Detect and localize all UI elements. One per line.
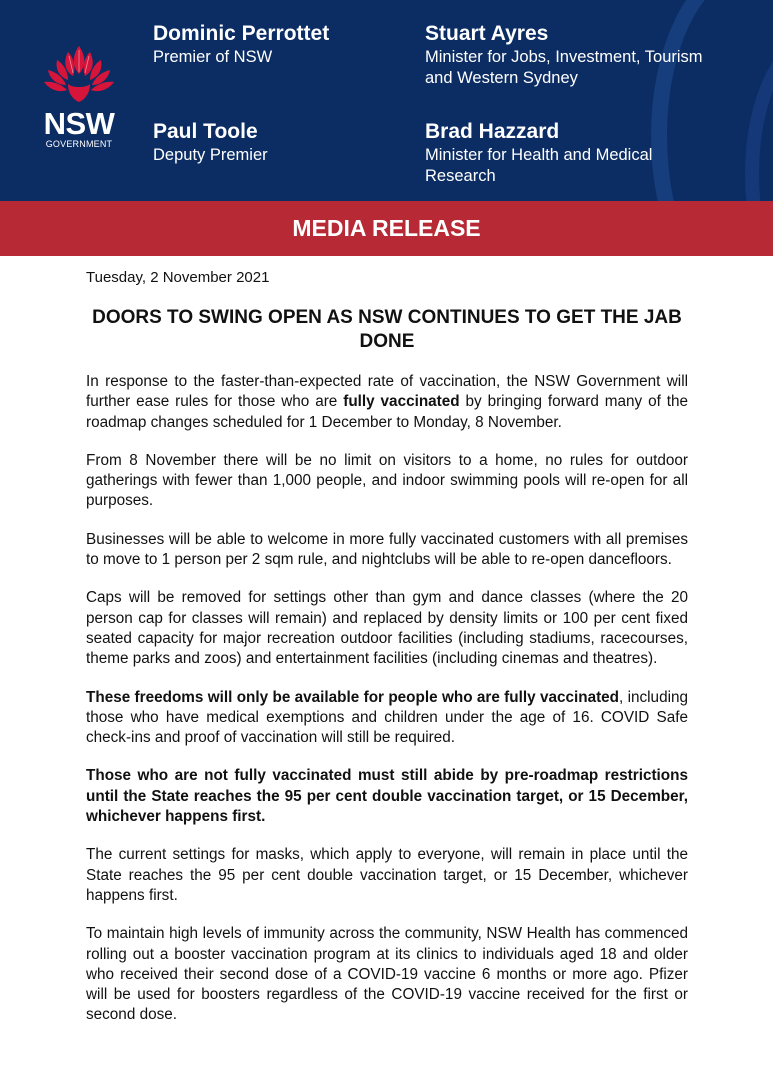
- minister-name: Dominic Perrottet: [153, 22, 330, 45]
- paragraph-text: , including those who have medical exemptions and children under the age of 16. COVID Safe check-ins and proof of vaccination will still be required.: [86, 688, 688, 747]
- minister-role: Deputy Premier: [153, 146, 268, 164]
- paragraph: To maintain high levels of immunity across the community, NSW Health has commenced rolling out a booster vaccination program at its clinics to individuals aged 18 and older who received their second dose of a COVID-19 vaccine 6 months or more ago. Pfizer will be used for boosters regardless of the COVID-19 vaccine received for the first or second dose.: [86, 925, 688, 1024]
- paragraph-bold: Those who are not fully vaccinated must still abide by pre-roadmap restrictions until the State reaches the 95 per cent double vaccination target, or 15 December, whichever happens first.: [86, 767, 688, 826]
- minister-role: Minister for Jobs, Investment, Tourism and Western Sydney: [425, 48, 703, 87]
- paragraph: The current settings for masks, which apply to everyone, will remain in place until the State reaches the 95 per cent double vaccination target, or 15 December, whichever happens first.: [86, 846, 688, 904]
- minister-jobs: [425, 21, 725, 89]
- logo-subtitle: GOVERNMENT: [45, 139, 113, 149]
- release-body: [86, 268, 688, 1044]
- paragraph: From 8 November there will be no limit on visitors to a home, no rules for outdoor gatherings with fewer than 1,000 people, and indoor swimming pools will re-open for all purposes.: [86, 451, 688, 510]
- release-date: Tuesday, 2 November 2021: [86, 269, 270, 286]
- minister-role: Premier of NSW: [153, 48, 273, 66]
- minister-premier: [153, 21, 393, 68]
- minister-health: [425, 119, 725, 187]
- logo-wordmark: NSW: [43, 106, 115, 141]
- minister-name: Brad Hazzard: [425, 120, 560, 143]
- paragraph: Businesses will be able to welcome in more fully vaccinated customers with all premises to move to 1 person per 2 sqm rule, and nightclubs will be able to re-open dancefloors.: [86, 530, 688, 569]
- paragraph-text: In response to the faster-than-expected rate of vaccination, the NSW Government will further ease rules for those who are: [86, 373, 688, 411]
- paragraph-emphasis: These freedoms will only be available for people who are fully vaccinated: [86, 688, 620, 706]
- paragraph-text: by bringing forward many of the roadmap changes scheduled for 1 December to Monday, 8 November.: [86, 393, 688, 431]
- minister-deputy-premier: [153, 119, 393, 166]
- paragraph-emphasis: fully vaccinated: [343, 393, 460, 411]
- paragraph: [86, 372, 688, 433]
- media-release-banner: MEDIA RELEASE: [0, 201, 773, 256]
- paragraph: Caps will be removed for settings other than gym and dance classes (where the 20 person cap for classes will remain) and replaced by density limits or 100 per cent fixed seated capacity for major recreation outdoor facilities (including stadiums, racecourses, theme parks and zoos) and entertainment facilities (including cinemas and theatres).: [86, 589, 688, 668]
- minister-name: Stuart Ayres: [425, 22, 549, 45]
- paragraph: [86, 688, 688, 749]
- nsw-government-logo: [34, 42, 124, 152]
- release-title: DOORS TO SWING OPEN AS NSW CONTINUES TO GET THE JAB DONE: [92, 307, 682, 352]
- minister-role: Minister for Health and Medical Research: [425, 146, 653, 185]
- waratah-icon: [34, 42, 124, 106]
- minister-name: Paul Toole: [153, 120, 258, 143]
- letterhead: [0, 0, 773, 201]
